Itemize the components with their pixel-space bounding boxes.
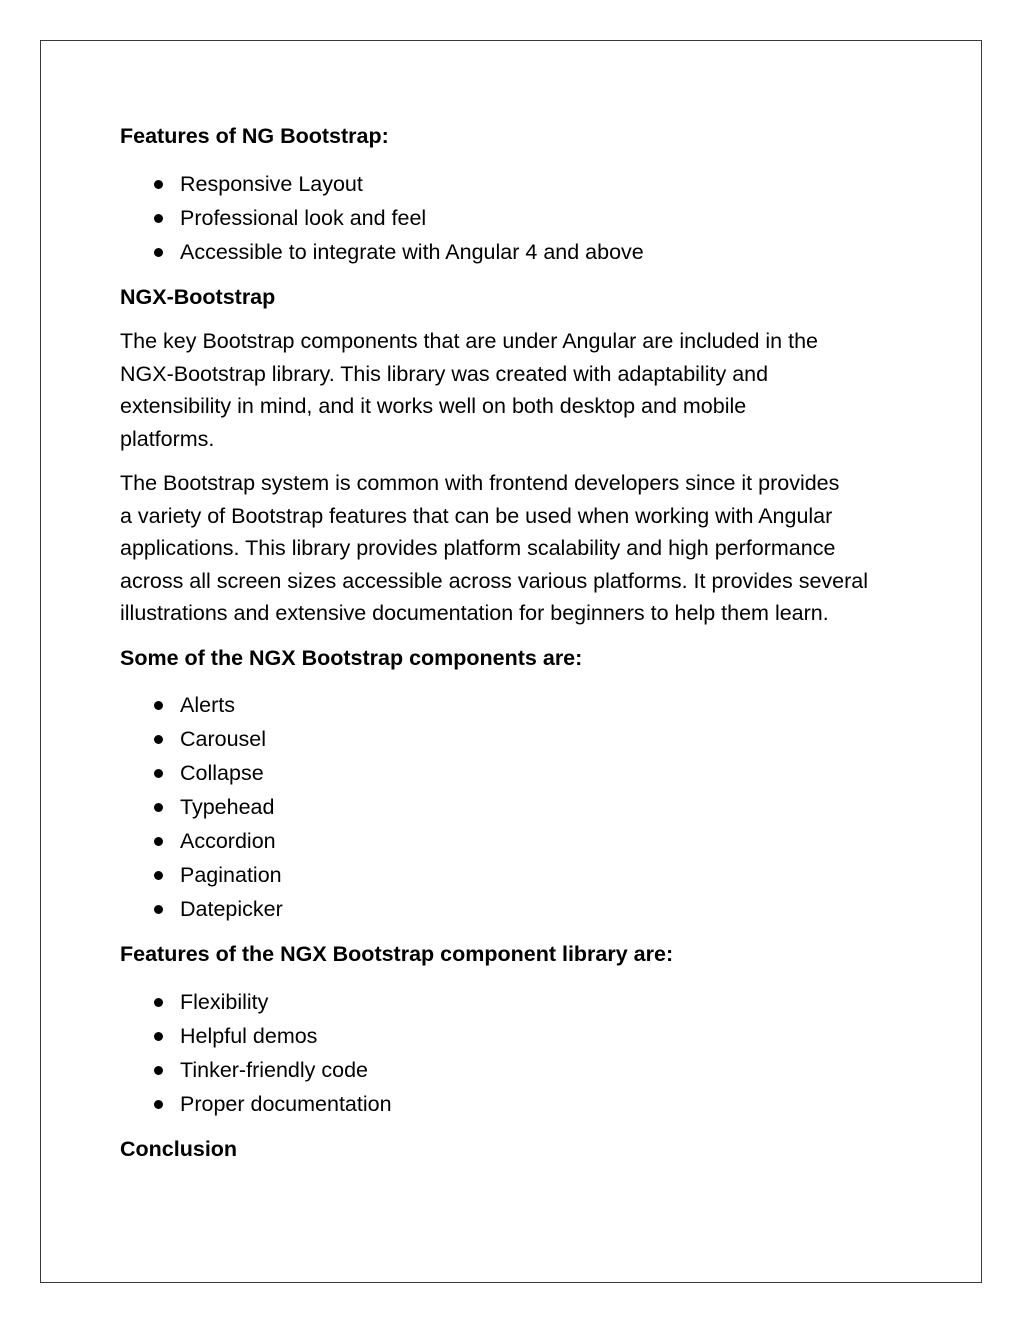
list-item: Carousel [120,722,910,756]
list-item: Professional look and feel [120,201,910,235]
bullet-icon [154,1100,163,1109]
list-item: Flexibility [120,985,910,1019]
bullet-icon [154,998,163,1007]
list-item: Typehead [120,790,910,824]
bullet-icon [154,180,163,189]
list-item: Tinker-friendly code [120,1053,910,1087]
list-item: Alerts [120,688,910,722]
ngx-components-list [120,688,910,926]
bullet-icon [154,803,163,812]
ng-bootstrap-features-list [120,167,910,269]
section-heading-conclusion: Conclusion [120,1136,238,1161]
bullet-icon [154,701,163,710]
ngx-library-features-list [120,985,910,1121]
bullet-icon [154,769,163,778]
section-heading-ngx-bootstrap: NGX-Bootstrap [120,284,276,309]
section-heading-ngx-library-features: Features of the NGX Bootstrap component library are: [120,942,674,966]
list-item: Collapse [120,756,910,790]
list-item: Responsive Layout [120,167,910,201]
document-content [120,120,910,1165]
bullet-icon [154,1066,163,1075]
bullet-icon [154,1032,163,1041]
list-item: Pagination [120,858,910,892]
list-item: Accessible to integrate with Angular 4 and above [120,235,910,269]
bullet-icon [154,837,163,846]
ngx-bootstrap-intro-paragraph: The key Bootstrap components that are under Angular are included in the NGX-Bootstrap library. This library was created with adaptability and extensibility in mind, and it works well on both desktop and mobile platforms. [120,329,818,451]
section-heading-ng-bootstrap-features: Features of NG Bootstrap: [120,124,389,148]
bullet-icon [154,735,163,744]
ngx-bootstrap-system-paragraph: The Bootstrap system is common with frontend developers since it provides a variety of Bootstrap features that can be used when working with Angular applications. This library provides platform scalability and high performance across all screen sizes accessible across various platforms. It provides several illustrations and extensive documentation for beginners to help them learn. [120,471,869,625]
section-heading-ngx-components: Some of the NGX Bootstrap components are: [120,645,583,670]
bullet-icon [154,214,163,223]
list-item: Accordion [120,824,910,858]
list-item: Proper documentation [120,1087,910,1121]
bullet-icon [154,871,163,880]
bullet-icon [154,248,163,257]
list-item: Datepicker [120,892,910,926]
bullet-icon [154,905,163,914]
list-item: Helpful demos [120,1019,910,1053]
